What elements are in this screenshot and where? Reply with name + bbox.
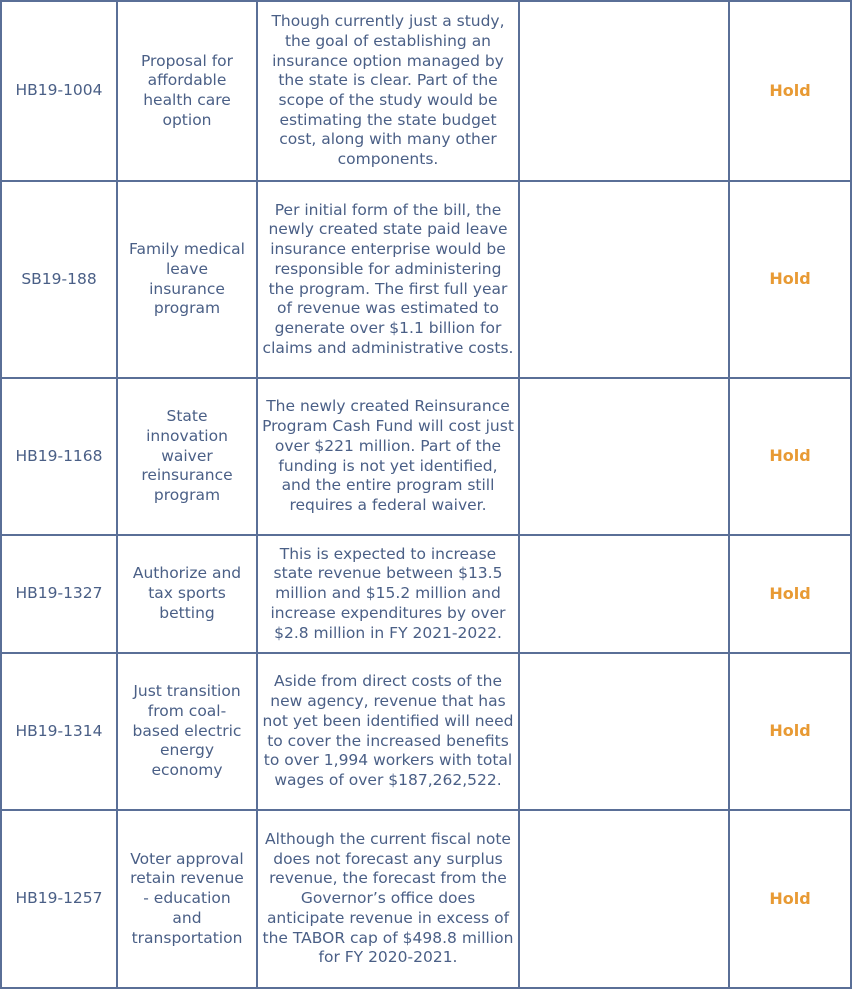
bill-number: HB19-1004 [15, 81, 103, 100]
bill-number: HB19-1257 [15, 889, 103, 908]
notes-cell [519, 181, 729, 378]
status-label: Hold [769, 269, 811, 289]
status-cell [729, 810, 851, 988]
bill-number: HB19-1327 [15, 584, 103, 603]
bill-number-cell [1, 653, 117, 810]
status-label: Hold [769, 583, 811, 603]
status-label: Hold [769, 721, 811, 741]
bill-number-cell [1, 535, 117, 653]
bill-title: Just transition from coal-based electric energy economy [132, 682, 242, 780]
bill-number: SB19-188 [21, 269, 97, 288]
status-label: Hold [769, 446, 811, 466]
bill-description-cell [257, 378, 519, 535]
table-row [1, 1, 851, 181]
notes-cell [519, 1, 729, 181]
bill-description-cell [257, 535, 519, 653]
status-cell [729, 181, 851, 378]
bill-description: Although the current fiscal note does not forecast any surplus revenue, the forecast from the Governor’s office does anticipate revenue in excess of the TABOR cap of $498.8 million for FY 2020-2021. [262, 830, 514, 967]
bill-number-cell [1, 810, 117, 988]
bill-number-cell [1, 1, 117, 181]
bill-title: Authorize and tax sports betting [132, 564, 242, 622]
bill-number: HB19-1314 [15, 721, 103, 740]
table-row [1, 810, 851, 988]
table-row [1, 181, 851, 378]
bill-title: Voter approval retain revenue - education and transportation [130, 849, 244, 947]
status-cell [729, 535, 851, 653]
bill-title-cell [117, 181, 257, 378]
bill-description: Per initial form of the bill, the newly created state paid leave insurance enterprise would be responsible for administering the program. The first full year of revenue was estimated to generate over $1.1 billion for claims and administrative costs. [262, 200, 514, 357]
status-label: Hold [769, 888, 811, 908]
bill-title: Family medical leave insurance program [129, 240, 245, 318]
bill-title-cell [117, 1, 257, 181]
bill-description: The newly created Reinsurance Program Cash Fund will cost just over $221 million. Part of the funding is not yet identified, and the entire program still requires a federal waiver. [262, 397, 514, 514]
bill-title: State innovation waiver reinsurance program [141, 407, 233, 505]
bill-description: This is expected to increase state revenue between $13.5 million and $15.2 million and increase expenditures by over $2.8 million in FY 2021-2022. [270, 544, 506, 642]
table-row [1, 378, 851, 535]
bill-title-cell [117, 535, 257, 653]
status-cell [729, 1, 851, 181]
notes-cell [519, 378, 729, 535]
bill-description: Though currently just a study, the goal of establishing an insurance option managed by the state is clear. Part of the scope of the study would be estimating the state budget cost, along with many other components. [271, 12, 505, 169]
bill-title-cell [117, 378, 257, 535]
bill-description-cell [257, 653, 519, 810]
bill-number-cell [1, 378, 117, 535]
bill-title-cell [117, 810, 257, 988]
bill-number: HB19-1168 [15, 446, 103, 465]
notes-cell [519, 810, 729, 988]
bill-description-cell [257, 181, 519, 378]
bill-description-cell [257, 810, 519, 988]
status-cell [729, 653, 851, 810]
table-row [1, 535, 851, 653]
bill-title: Proposal for affordable health care option [140, 51, 234, 129]
bill-number-cell [1, 181, 117, 378]
status-label: Hold [769, 80, 811, 100]
notes-cell [519, 653, 729, 810]
table-row [1, 653, 851, 810]
bill-title-cell [117, 653, 257, 810]
status-cell [729, 378, 851, 535]
bill-description: Aside from direct costs of the new agency, revenue that has not yet been identified will need to cover the increased benefits to over 1,994 workers with total wages of over $187,262,522. [262, 672, 514, 789]
notes-cell [519, 535, 729, 653]
bill-description-cell [257, 1, 519, 181]
